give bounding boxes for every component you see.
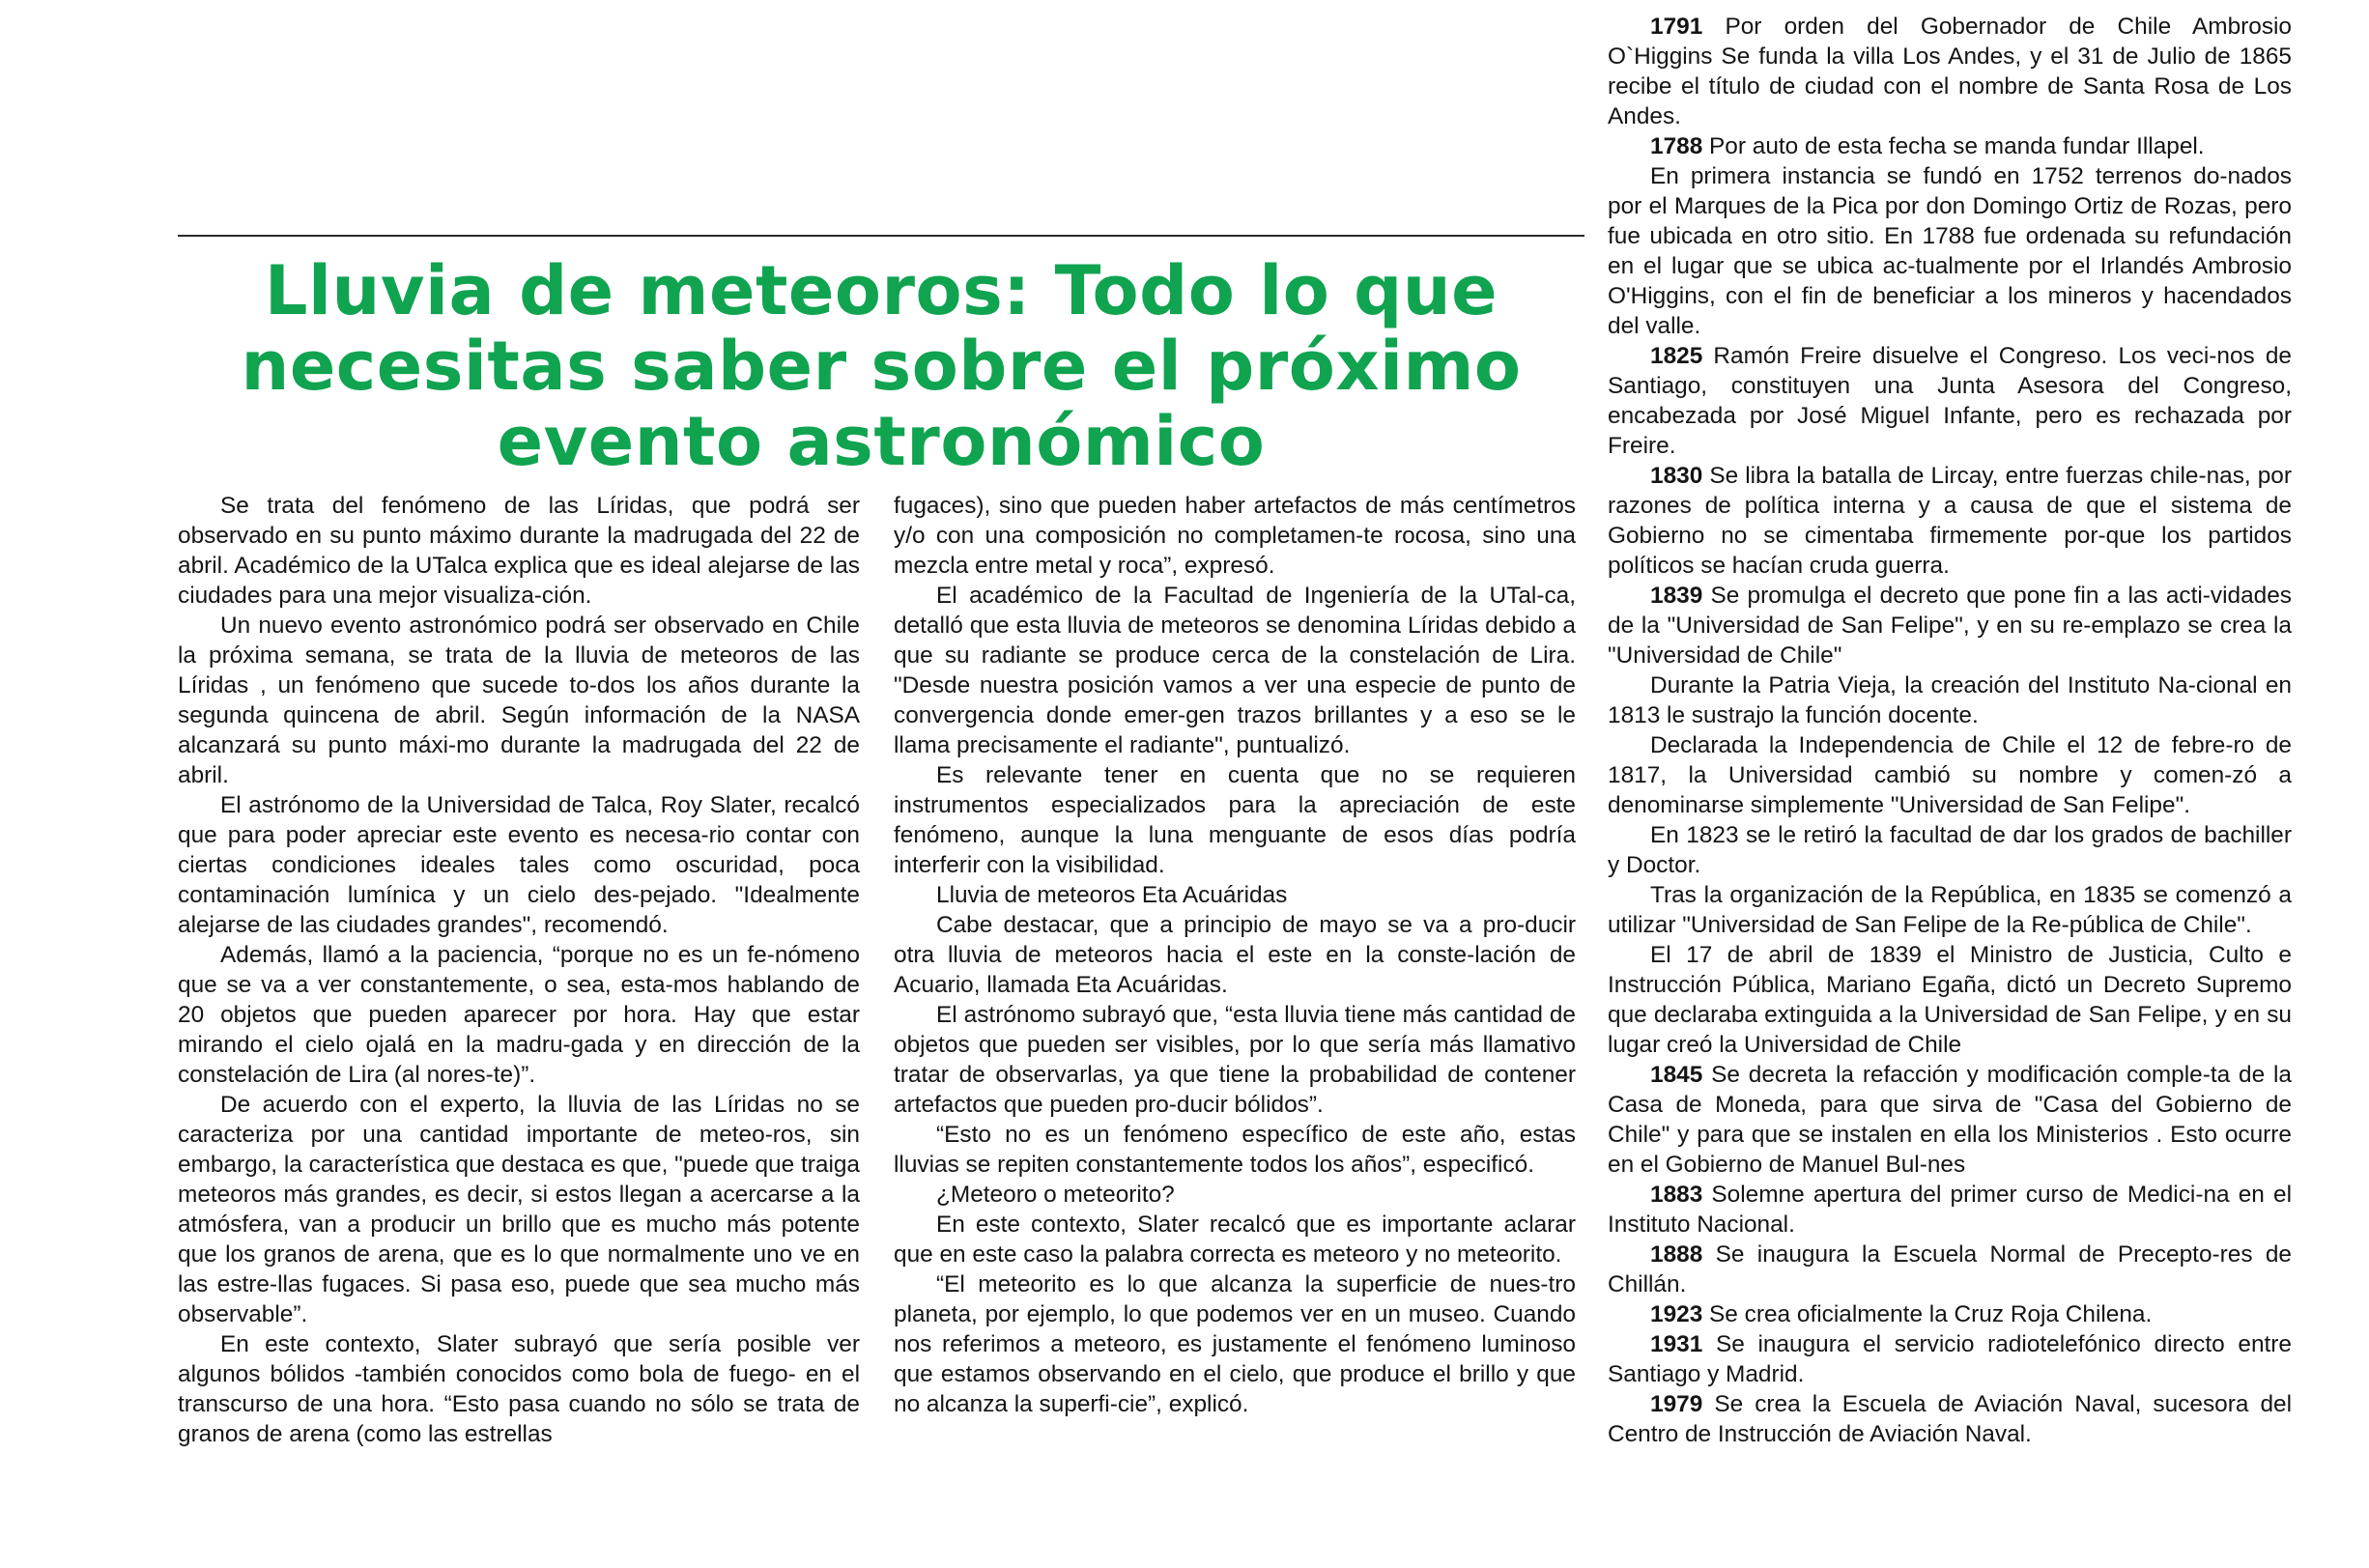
efemeride-text: Se crea oficialmente la Cruz Roja Chilena. <box>1702 1301 2153 1327</box>
efemeride-entry <box>1608 12 2292 131</box>
efemeride-entry <box>1608 131 2292 161</box>
article-paragraph-continued: fugaces), sino que pueden haber artefactos de más centímetros y/o con una composición no completamen-te rocosa, sino una mezcla entre metal y roca”, expresó. <box>894 493 1576 579</box>
efemeride-text: En 1823 se le retiró la facultad de dar los grados de bachiller y Doctor. <box>1608 822 2292 878</box>
efemeride-text: Se inaugura la Escuela Normal de Precepto-res de Chillán. <box>1608 1241 2292 1297</box>
efemeride-entry <box>1608 730 2292 820</box>
efemeride-year: 1883 <box>1650 1182 1703 1208</box>
efemeride-text: Ramón Freire disuelve el Congreso. Los veci-nos de Santiago, constituyen una Junta Asesora del Congreso, encabezada por José Miguel Infante, pero es rechazada por Freire. <box>1608 343 2292 459</box>
efemeride-text: Solemne apertura del primer curso de Medici-na en el Instituto Nacional. <box>1608 1182 2292 1238</box>
efemeride-text: El 17 de abril de 1839 el Ministro de Justicia, Culto e Instrucción Pública, Mariano Egaña, dictó un Decreto Supremo que declaraba extinguida a la Universidad de San Felipe, y en su lugar creó la Universidad de Chile <box>1608 942 2292 1058</box>
efemeride-entry <box>1608 880 2292 940</box>
efemeride-text: En primera instancia se fundó en 1752 terrenos do-nados por el Marques de la Pica por don Domingo Ortiz de Rozas, pero fue ubicada en otro sitio. En 1788 fue ordenada su refundación en el lugar que se ubica ac-tualmente por el Irlandés Ambrosio O'Higgins, con el fin de beneficiar a los mineros y hacendados del valle. <box>1608 163 2292 339</box>
article-column-2 <box>894 491 1576 1419</box>
efemeride-year: 1979 <box>1650 1391 1703 1417</box>
efemeride-entry <box>1608 670 2292 730</box>
efemeride-entry <box>1608 1240 2292 1299</box>
article-paragraph: De acuerdo con el experto, la lluvia de las Líridas no se caracteriza por una cantidad importante de meteo-ros, sin embargo, la característica que destaca es que, "puede que traiga meteoros más grandes, es decir, si estos llegan a acercarse a la atmósfera, van a producir un brillo que es mucho más potente que los granos de arena, que es lo que normalmente uno ve en las estre-llas fugaces. Si pasa eso, puede que sea mucho más observable”. <box>178 1092 860 1327</box>
efemeride-entry <box>1608 461 2292 581</box>
efemeride-year: 1888 <box>1650 1241 1703 1268</box>
article-paragraph: Cabe destacar, que a principio de mayo se va a pro-ducir otra lluvia de meteoros hacia el este en la conste-lación de Acuario, llamada Eta Acuáridas. <box>894 912 1576 998</box>
article-subheading: ¿Meteoro o meteorito? <box>936 1182 1175 1208</box>
efemeride-entry <box>1608 820 2292 880</box>
efemeride-entry <box>1608 1389 2292 1449</box>
efemeride-text: Durante la Patria Vieja, la creación del Instituto Na-cional en 1813 le sustrajo la función docente. <box>1608 672 2292 728</box>
article-subheading: Lluvia de meteoros Eta Acuáridas <box>936 882 1288 908</box>
efemeride-text: Por orden del Gobernador de Chile Ambrosio O`Higgins Se funda la villa Los Andes, y el 31 de Julio de 1865 recibe el título de ciudad con el nombre de Santa Rosa de Los Andes. <box>1608 14 2292 129</box>
efemeride-text: Se promulga el decreto que pone fin a las acti-vidades de la "Universidad de San Felipe", y en su re-emplazo se crea la "Universidad de Chile" <box>1608 583 2292 669</box>
article-paragraph: En este contexto, Slater subrayó que sería posible ver algunos bólidos -también conocidos como bola de fuego- en el transcurso de una hora. “Esto pasa cuando no sólo se trata de granos de arena (como las estrellas <box>178 1331 860 1447</box>
article-lead: Se trata del fenómeno de las Líridas, que podrá ser observado en su punto máximo durante la madrugada del 22 de abril. Académico de la UTalca explica que es ideal alejarse de las ciudades para una mejor visualiza-ción. <box>178 493 860 609</box>
efemeride-text: Por auto de esta fecha se manda fundar Illapel. <box>1702 133 2205 159</box>
headline-rule <box>178 235 1584 237</box>
efemeride-entry <box>1608 161 2292 341</box>
efemeride-year: 1923 <box>1650 1301 1703 1327</box>
article-column-1 <box>178 491 860 1449</box>
efemeride-entry <box>1608 1060 2292 1180</box>
article-paragraph: Además, llamó a la paciencia, “porque no es un fe-nómeno que se va a ver constantemente, o sea, esta-mos hablando de 20 objetos que pueden aparecer por hora. Hay que estar mirando el cielo ojalá en la madru-gada y en dirección de la constelación de Lira (al nores-te)”. <box>178 942 860 1088</box>
efemeride-text: Se libra la batalla de Lircay, entre fuerzas chile-nas, por razones de política interna y a causa de que el sistema de Gobierno no se cimentaba firmemente por-que los partidos políticos se hacían cruda guerra. <box>1608 463 2292 579</box>
efemeride-year: 1830 <box>1650 463 1703 489</box>
article-paragraph: Es relevante tener en cuenta que no se requieren instrumentos especializados para la apreciación de este fenómeno, aunque la luna menguante de esos días podría interferir con la visibilidad. <box>894 762 1576 878</box>
article-paragraph: Un nuevo evento astronómico podrá ser observado en Chile la próxima semana, se trata de la lluvia de meteoros de las Líridas , un fenómeno que sucede to-dos los años durante la segunda quincena de abril. Según información de la NASA alcanzará su punto máxi-mo durante la madrugada del 22 de abril. <box>178 613 860 788</box>
efemeride-year: 1839 <box>1650 583 1703 609</box>
efemeride-text: Tras la organización de la República, en 1835 se comenzó a utilizar "Universidad de San Felipe de la Re-pública de Chile". <box>1608 882 2292 938</box>
efemeride-text: Se inaugura el servicio radiotelefónico directo entre Santiago y Madrid. <box>1608 1331 2292 1387</box>
article-headline: Lluvia de meteoros: Todo lo que necesitas saber sobre el próximo evento astronómico <box>241 251 1522 481</box>
efemeride-text: Se crea la Escuela de Aviación Naval, sucesora del Centro de Instrucción de Aviación Naval. <box>1608 1391 2292 1447</box>
efemeride-entry <box>1608 1299 2292 1329</box>
efemerides-column <box>1608 12 2292 1449</box>
efemeride-year: 1788 <box>1650 133 1703 159</box>
article-paragraph: En este contexto, Slater recalcó que es importante aclarar que en este caso la palabra correcta es meteoro y no meteorito. <box>894 1212 1576 1268</box>
efemeride-entry <box>1608 581 2292 670</box>
efemeride-year: 1931 <box>1650 1331 1703 1357</box>
efemeride-entry <box>1608 341 2292 461</box>
article-paragraph: El astrónomo subrayó que, “esta lluvia tiene más cantidad de objetos que pueden ser visibles, por lo que sería más llamativo tratar de observarlas, ya que tiene la probabilidad de contener artefactos que pueden pro-ducir bólidos”. <box>894 1002 1576 1118</box>
article-paragraph: “El meteorito es lo que alcanza la superficie de nues-tro planeta, por ejemplo, lo que podemos ver en un museo. Cuando nos referimos a meteoro, es justamente el fenómeno luminoso que estamos observando en el cielo, que produce el brillo y que no alcanza la superfi-cie”, explicó. <box>894 1271 1576 1417</box>
efemeride-entry <box>1608 1329 2292 1389</box>
article-paragraph: El astrónomo de la Universidad de Talca, Roy Slater, recalcó que para poder apreciar este evento es necesa-rio contar con ciertas condiciones ideales tales como oscuridad, poca contaminación lumínica y un cielo des-pejado. "Idealmente alejarse de las ciudades grandes", recomendó. <box>178 792 860 938</box>
efemeride-year: 1791 <box>1650 14 1703 40</box>
efemeride-entry <box>1608 1180 2292 1240</box>
efemeride-entry <box>1608 940 2292 1060</box>
efemeride-text: Se decreta la refacción y modificación comple-ta de la Casa de Moneda, para que sirva de "Casa del Gobierno de Chile" y para que se instalen en ella los Ministerios . Esto ocurre en el Gobierno de Manuel Bul-nes <box>1608 1062 2292 1178</box>
efemeride-text: Declarada la Independencia de Chile el 12 de febre-ro de 1817, la Universidad cambió su nombre y comen-zó a denominarse simplemente "Universidad de San Felipe". <box>1608 732 2292 818</box>
efemeride-year: 1845 <box>1650 1062 1703 1088</box>
article-paragraph: El académico de la Facultad de Ingeniería de la UTal-ca, detalló que esta lluvia de meteoros se denomina Líridas debido a que su radiante se produce cerca de la constelación de Lira. "Desde nuestra posición vamos a ver una especie de punto de convergencia donde emer-gen trazos brillantes y a eso se le llama precisamente el radiante", puntualizó. <box>894 583 1576 758</box>
article-paragraph: “Esto no es un fenómeno específico de este año, estas lluvias se repiten constantemente todos los años”, especificó. <box>894 1122 1576 1178</box>
efemeride-year: 1825 <box>1650 343 1703 369</box>
